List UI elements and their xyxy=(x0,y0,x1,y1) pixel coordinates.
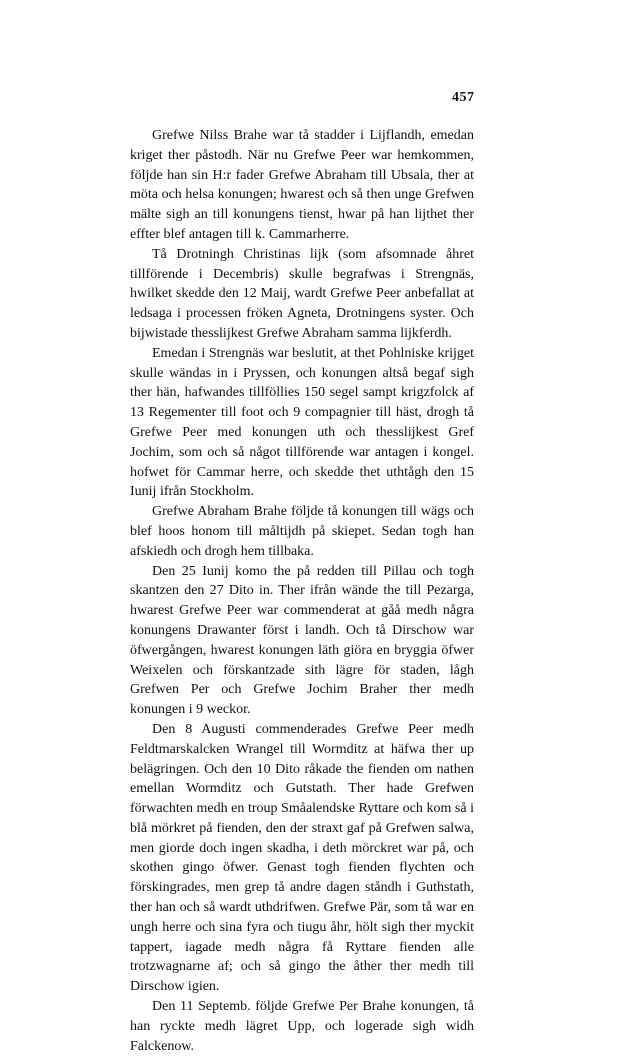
paragraph: Emedan i Strengnäs war beslutit, at thet Pohlniske krijget skulle wändas in i Pryssen, och konungen altså begaf sigh ther hän, hafwandes tillföllies 150 segel sampt krigzfolck af 13 Regementer till foot och 9 compagnier till häst, drogh tå Grefwe Peer med konungen uth och thesslijkest Gref Jochim, som och så något tillförende war antagen i kongel. hofwet för Cammar herre, och skedde thet uthtågh den 15 Iunij ifrån Stockholm. xyxy=(130,345,474,500)
paragraph: Grefwe Nilss Brahe war tå stadder i Lijflandh, emedan kriget ther påstodh. När nu Grefwe Peer war hemkommen, följde han sin H:r fader Grefwe Abraham till Ubsala, ther at möta och helsa konungen; hwarest och så then unge Grefwen mälte sigh an till konungens tienst, hwar på han lijthet ther effter blef antagen till k. Cammarherre. xyxy=(130,128,474,242)
paragraph: Tå Drotningh Christinas lijk (som afsomnade åhret tillförende i Decembris) skulle begrafwas i Strengnäs, hwilket skedde den 12 Maij, wardt Grefwe Peer anbefallat at ledsaga i processen fröken Agneta, Drotningens syster. Och bijwistade thesslijkest Grefwe Abraham samma lijkferdh. xyxy=(130,246,474,341)
page-number: 457 xyxy=(452,90,475,105)
paragraph: Den 8 Augusti commenderades Grefwe Peer medh Feldtmarskalcken Wrangel till Wormditz at häfwa ther up belägringen. Och den 10 Dito råkade the fienden om nathen emellan Wormditz och Gutstath. Ther hade Grefwen förwachten medh en troup Småalendske Ryttare och kom så i blå mörkret på fienden, den der straxt gaf på Grefwen salwa, men giorde doch ingen skadha, i deth mörckret war på, och skothen gingo öfwer. Genast togh fienden flychten och förskingrades, men grep tå andre dagen ståndh i Guthstath, ther han och så wardt uthdrifwen. Grefwe Pär, som tå war en ungh herre och sina fyra och tiugu åhr, hölt sigh ther myckit tappert, iagade medh några få Ryttare fienden alle trotzwagnarne af; och så gingo the åther ther medh till Dirschow igien. xyxy=(130,721,474,995)
paragraph: Den 25 Iunij komo the på redden till Pillau och togh skantzen den 27 Dito in. Ther ifrån wände the till Pezarga, hwarest Grefwe Peer war commenderat at gåå medh några konungens Drawanter först i landh. Och tå Dirschow war öfwergången, hwarest konungen läth giöra en bryggia öfwer Weixelen och förskantzade sith lägre för staden, lågh Grefwen Per och Grefwe Jochim Braher ther medh konungen i 9 weckor. xyxy=(130,563,474,718)
paragraph: Den 11 Septemb. följde Grefwe Per Brahe konungen, tå han ryckte medh lägret Upp, och logerade sigh widh Falckenow. xyxy=(130,999,474,1054)
page-body-text xyxy=(130,126,474,1056)
paragraph: Grefwe Abraham Brahe följde tå konungen till wägs och blef hoos honom till måltijdh på skiepet. Sedan togh han afskiedh och drogh hem tillbaka. xyxy=(130,504,474,559)
